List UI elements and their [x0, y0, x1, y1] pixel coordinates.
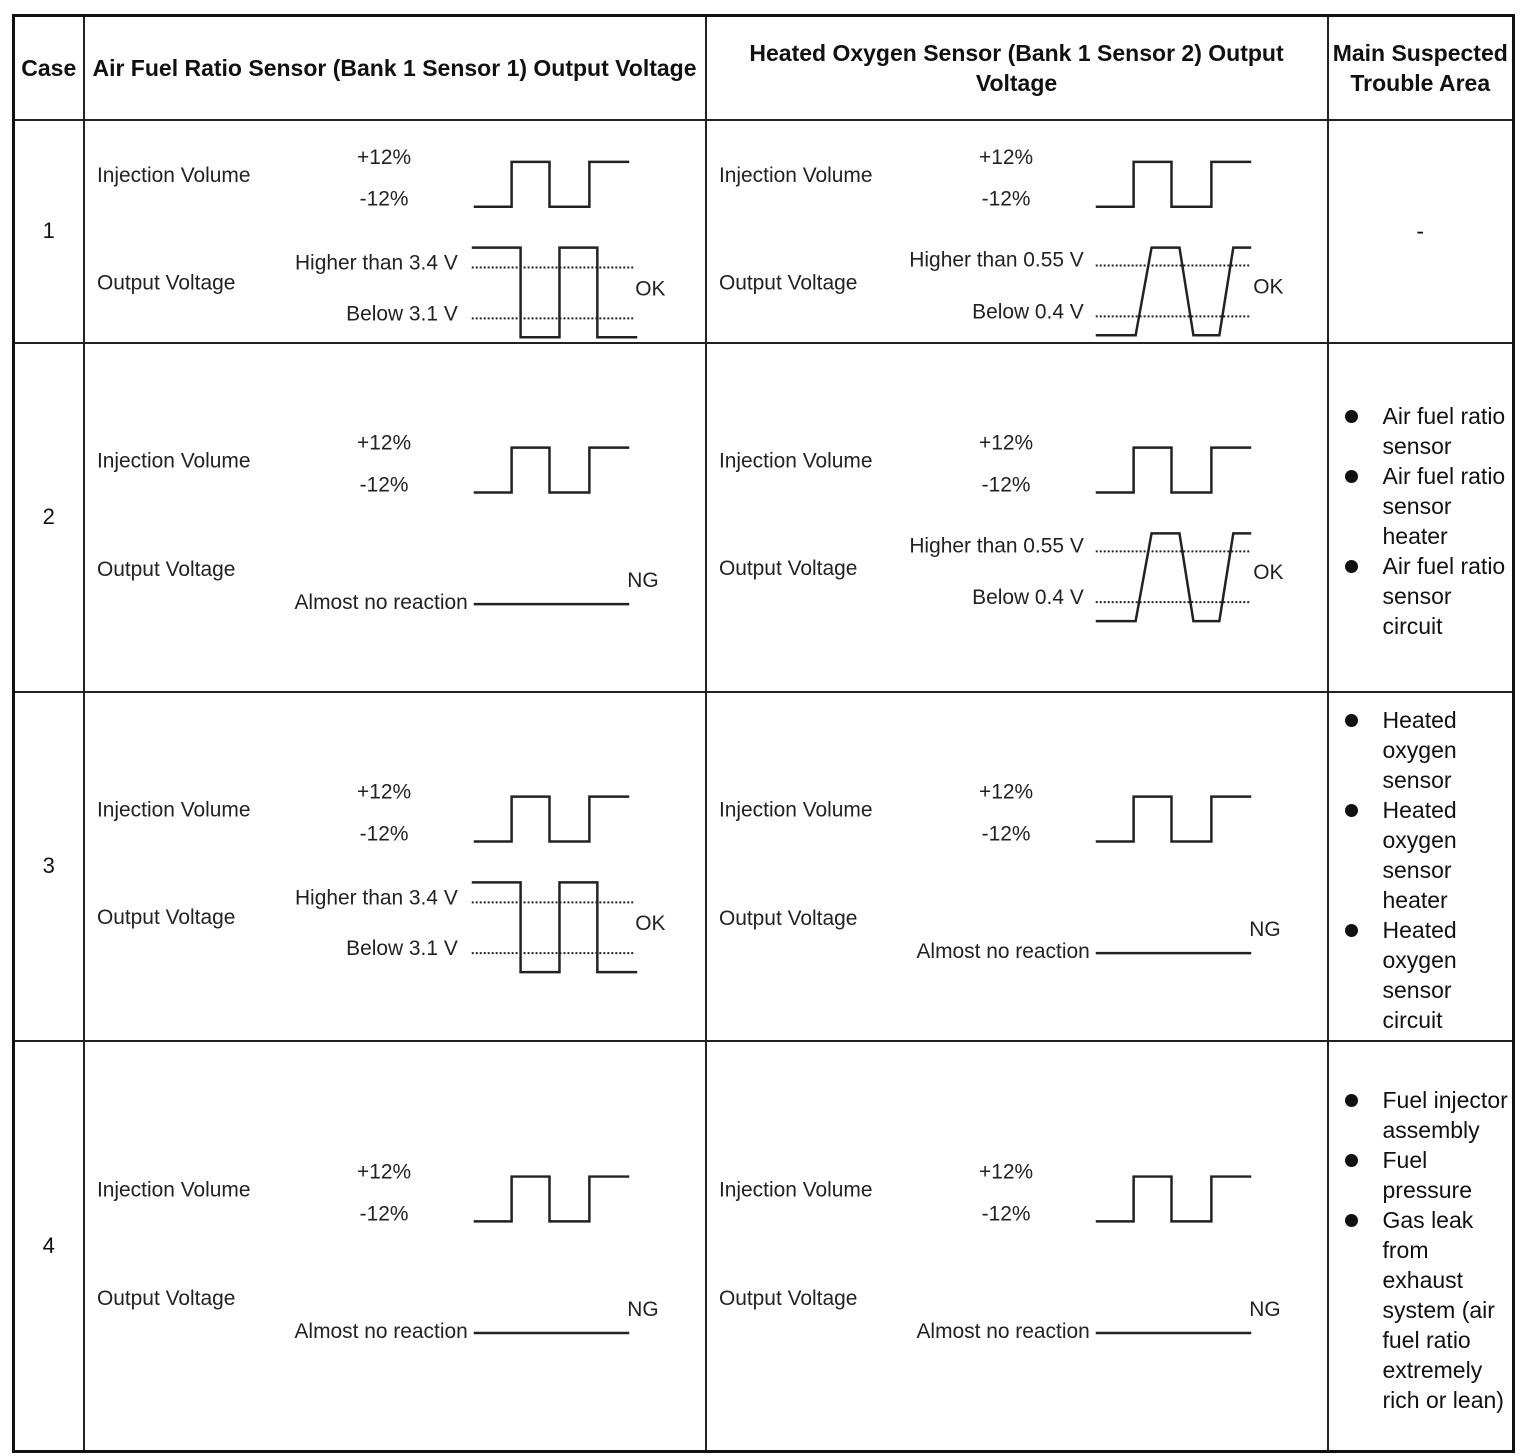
- injection-volume-waveform: [1095, 1176, 1250, 1221]
- minus-12-percent-label: -12%: [359, 1201, 408, 1225]
- minus-12-percent-label: -12%: [359, 822, 408, 846]
- list-item: [1329, 461, 1513, 551]
- afr-output-cell: [84, 343, 706, 692]
- afr-waveform-diagram: [85, 344, 705, 691]
- header-row: [14, 16, 1514, 120]
- list-item: [1329, 551, 1513, 641]
- output-voltage-label: Output Voltage: [96, 270, 235, 294]
- plus-12-percent-label: +12%: [978, 1160, 1033, 1184]
- injection-volume-waveform: [1095, 161, 1250, 206]
- list-item: [1329, 1145, 1513, 1205]
- result-ok-label: OK: [634, 911, 665, 935]
- output-voltage-label: Output Voltage: [718, 1286, 857, 1310]
- diagnosis-table: [12, 14, 1515, 1453]
- trouble-list: [1329, 401, 1513, 641]
- plus-12-percent-label: +12%: [978, 780, 1033, 804]
- output-voltage-label: Output Voltage: [718, 270, 857, 294]
- almost-no-reaction-label: Almost no reaction: [293, 590, 468, 614]
- table-row: [14, 120, 1514, 343]
- output-voltage-label: Output Voltage: [96, 1286, 235, 1310]
- list-item: [1329, 705, 1513, 795]
- injection-volume-waveform: [473, 447, 628, 492]
- result-ok-label: OK: [1252, 561, 1283, 585]
- output-voltage-label: Output Voltage: [96, 905, 235, 929]
- minus-12-percent-label: -12%: [359, 187, 408, 211]
- trouble-item-text: Air fuel ratio sensor: [1382, 403, 1506, 460]
- list-item: [1329, 1205, 1513, 1415]
- bullet-icon: [1345, 1154, 1358, 1167]
- no-trouble-dash: -: [1416, 218, 1425, 245]
- afr-output-cell: [84, 120, 706, 343]
- trouble-item-text: Air fuel ratio sensor heater: [1382, 463, 1506, 550]
- minus-12-percent-label: -12%: [981, 187, 1030, 211]
- injection-volume-label: Injection Volume: [718, 1178, 872, 1202]
- ho2-waveform-diagram: [707, 121, 1327, 342]
- plus-12-percent-label: +12%: [356, 780, 411, 804]
- bullet-icon: [1345, 410, 1358, 423]
- trouble-list: [1329, 1085, 1513, 1415]
- table-row: [14, 1041, 1514, 1452]
- below-threshold-label: Below 0.4 V: [971, 299, 1084, 323]
- injection-volume-waveform: [1095, 796, 1250, 841]
- injection-volume-waveform: [473, 796, 628, 841]
- injection-volume-label: Injection Volume: [96, 1178, 250, 1202]
- almost-no-reaction-label: Almost no reaction: [293, 1319, 468, 1343]
- ho2-output-cell: [706, 343, 1328, 692]
- result-ng-label: NG: [626, 568, 659, 592]
- ho2-output-cell: [706, 1041, 1328, 1452]
- afr-output-cell: [84, 692, 706, 1041]
- plus-12-percent-label: +12%: [356, 431, 411, 455]
- afr-output-cell: [84, 1041, 706, 1452]
- header-trouble-area: Main Suspected Trouble Area: [1328, 16, 1514, 120]
- header-afr-sensor: Air Fuel Ratio Sensor (Bank 1 Sensor 1) Output Voltage: [84, 16, 706, 120]
- result-ok-label: OK: [634, 276, 665, 300]
- trouble-list: [1329, 705, 1513, 1035]
- afr-waveform-diagram: [85, 121, 705, 342]
- injection-volume-label: Injection Volume: [718, 449, 872, 473]
- result-ng-label: NG: [1248, 917, 1281, 941]
- afr-waveform-diagram: [85, 693, 705, 1040]
- result-ng-label: NG: [1248, 1297, 1281, 1321]
- case-number: 3: [14, 692, 84, 1041]
- list-item: [1329, 915, 1513, 1035]
- ho2-output-cell: [706, 120, 1328, 343]
- case-number: 4: [14, 1041, 84, 1452]
- below-threshold-label: Below 0.4 V: [971, 585, 1084, 609]
- higher-than-threshold-label: Higher than 0.55 V: [908, 534, 1084, 558]
- higher-than-threshold-label: Higher than 3.4 V: [294, 251, 458, 275]
- afr-waveform-diagram: [85, 1042, 705, 1451]
- table-row: [14, 343, 1514, 692]
- trouble-item-text: Air fuel ratio sensor circuit: [1382, 553, 1506, 640]
- injection-volume-waveform: [1095, 447, 1250, 492]
- output-voltage-waveform: [471, 247, 636, 337]
- trouble-item-text: Fuel pressure: [1382, 1146, 1472, 1203]
- plus-12-percent-label: +12%: [356, 1160, 411, 1184]
- minus-12-percent-label: -12%: [359, 473, 408, 497]
- ho2-output-cell: [706, 692, 1328, 1041]
- plus-12-percent-label: +12%: [978, 431, 1033, 455]
- output-voltage-label: Output Voltage: [96, 558, 235, 582]
- injection-volume-label: Injection Volume: [96, 798, 250, 822]
- output-voltage-label: Output Voltage: [718, 557, 857, 581]
- injection-volume-label: Injection Volume: [718, 163, 872, 187]
- trouble-area-cell: [1328, 1041, 1514, 1452]
- almost-no-reaction-label: Almost no reaction: [915, 939, 1090, 963]
- header-ho2-sensor: Heated Oxygen Sensor (Bank 1 Sensor 2) Output Voltage: [706, 16, 1328, 120]
- bullet-icon: [1345, 470, 1358, 483]
- case-number: 1: [14, 120, 84, 343]
- bullet-icon: [1345, 924, 1358, 937]
- list-item: [1329, 1085, 1513, 1145]
- trouble-area-cell: [1328, 692, 1514, 1041]
- injection-volume-label: Injection Volume: [96, 163, 250, 187]
- case-number: 2: [14, 343, 84, 692]
- trouble-area-cell: [1328, 343, 1514, 692]
- output-voltage-waveform: [471, 882, 636, 972]
- trouble-area-cell: [1328, 120, 1514, 343]
- trouble-item-text: Fuel injector assembly: [1382, 1086, 1508, 1143]
- list-item: [1329, 401, 1513, 461]
- injection-volume-waveform: [473, 1176, 628, 1221]
- bullet-icon: [1345, 804, 1358, 817]
- minus-12-percent-label: -12%: [981, 473, 1030, 497]
- output-voltage-waveform: [1095, 247, 1250, 335]
- minus-12-percent-label: -12%: [981, 822, 1030, 846]
- bullet-icon: [1345, 1214, 1358, 1227]
- result-ok-label: OK: [1252, 274, 1283, 298]
- higher-than-threshold-label: Higher than 0.55 V: [908, 248, 1084, 272]
- bullet-icon: [1345, 1094, 1358, 1107]
- result-ng-label: NG: [626, 1297, 659, 1321]
- almost-no-reaction-label: Almost no reaction: [915, 1319, 1090, 1343]
- list-item: [1329, 795, 1513, 915]
- ho2-waveform-diagram: [707, 693, 1327, 1040]
- output-voltage-waveform: [1095, 533, 1250, 621]
- minus-12-percent-label: -12%: [981, 1201, 1030, 1225]
- below-threshold-label: Below 3.1 V: [345, 301, 458, 325]
- output-voltage-label: Output Voltage: [718, 906, 857, 930]
- bullet-icon: [1345, 714, 1358, 727]
- plus-12-percent-label: +12%: [356, 145, 411, 169]
- ho2-waveform-diagram: [707, 1042, 1327, 1451]
- plus-12-percent-label: +12%: [978, 145, 1033, 169]
- table-row: [14, 692, 1514, 1041]
- trouble-item-text: Heated oxygen sensor: [1382, 707, 1457, 794]
- header-case: Case: [14, 16, 84, 120]
- below-threshold-label: Below 3.1 V: [345, 936, 458, 960]
- injection-volume-label: Injection Volume: [718, 798, 872, 822]
- trouble-item-text: Heated oxygen sensor circuit: [1382, 917, 1457, 1034]
- injection-volume-waveform: [473, 161, 628, 206]
- bullet-icon: [1345, 560, 1358, 573]
- higher-than-threshold-label: Higher than 3.4 V: [294, 885, 458, 909]
- trouble-item-text: Gas leak from exhaust system (air fuel ratio extremely rich or lean): [1382, 1206, 1504, 1413]
- ho2-waveform-diagram: [707, 344, 1327, 691]
- trouble-item-text: Heated oxygen sensor heater: [1382, 797, 1457, 914]
- injection-volume-label: Injection Volume: [96, 449, 250, 473]
